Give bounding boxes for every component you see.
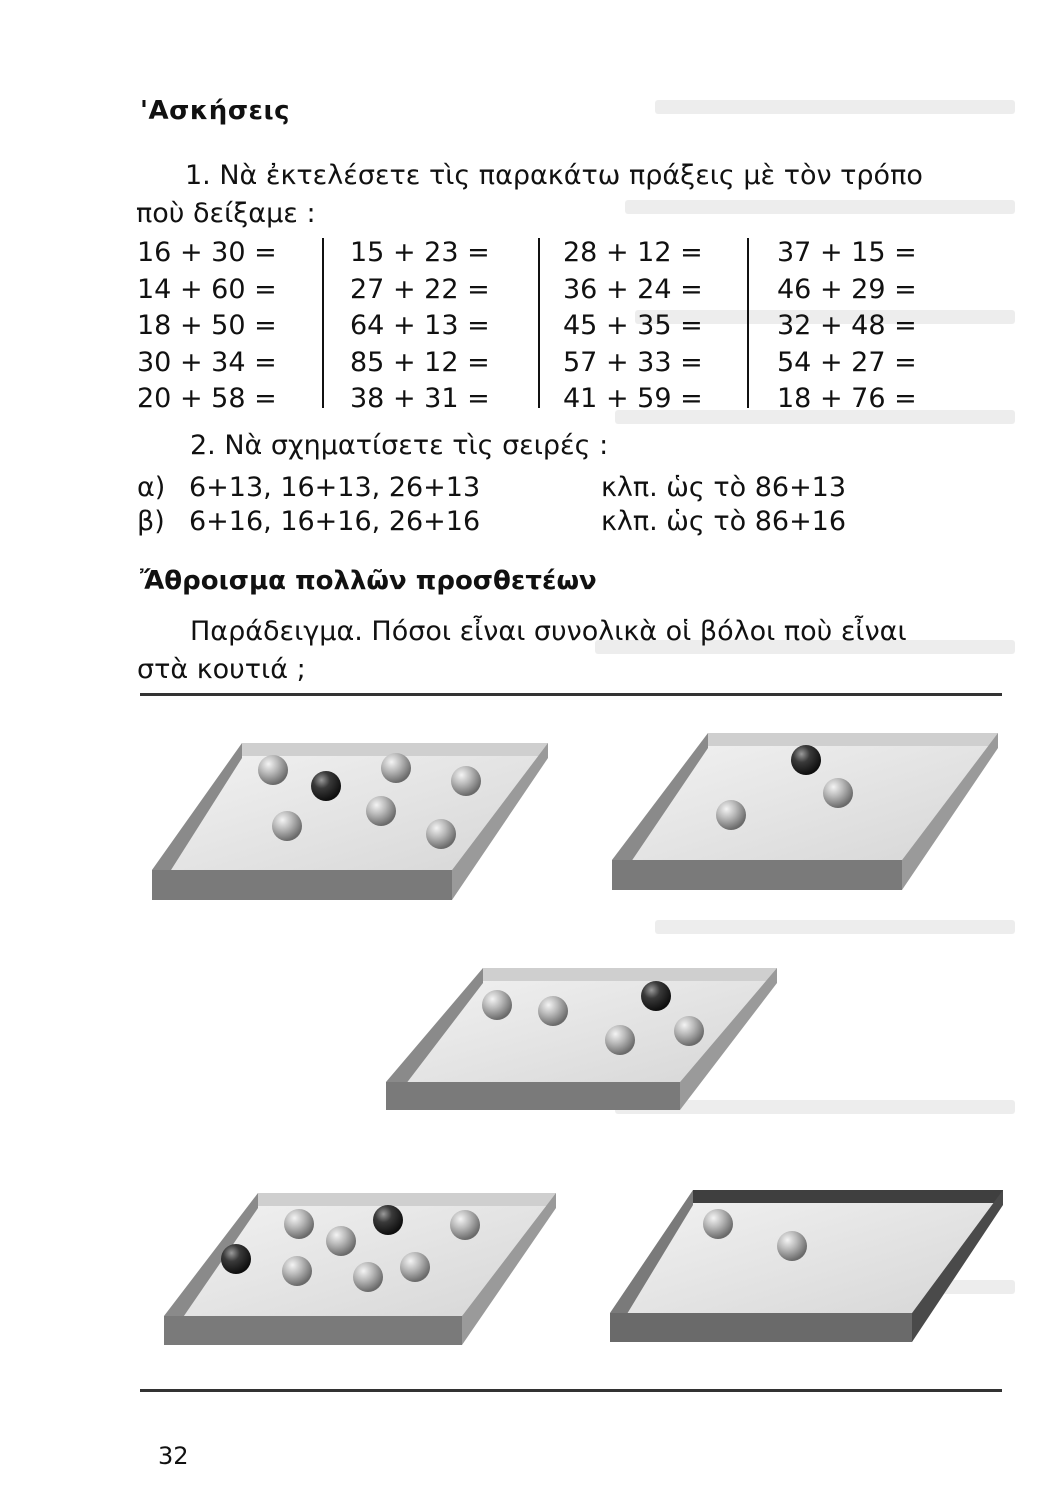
box-back-wall	[693, 1190, 1003, 1203]
box-front-wall	[612, 860, 902, 890]
sum-item: 64 + 13 =	[350, 310, 490, 341]
box-back-wall	[708, 733, 998, 746]
sum-item: 41 + 59 =	[563, 383, 703, 414]
dark-marble	[311, 771, 341, 801]
sum-item: 46 + 29 =	[777, 273, 917, 305]
marble-box-4	[164, 1193, 556, 1345]
light-marble	[451, 766, 481, 796]
light-marble	[482, 990, 512, 1020]
sum-item: 27 + 22 =	[350, 273, 490, 305]
marble-box-5	[610, 1190, 1003, 1342]
sum-item: 18 + 76 =	[777, 383, 917, 414]
light-marble	[353, 1262, 383, 1292]
sum-item: 32 + 48 =	[777, 310, 917, 341]
exercises-heading: 'Ασκήσεις	[140, 96, 291, 126]
light-marble	[272, 811, 302, 841]
bottom-rule	[140, 1389, 1002, 1392]
sum-item: 15 + 23 =	[350, 237, 490, 268]
sum-item: 30 + 34 =	[137, 346, 277, 378]
sum-item: 28 + 12 =	[563, 237, 703, 268]
series-items: 6+13, 16+13, 26+13	[189, 472, 481, 503]
light-marble	[716, 800, 746, 830]
example-text: Παράδειγμα. Πόσοι εἶναι συνολικὰ οἱ βόλοι ποὺ εἶναι	[190, 616, 907, 647]
sum-item: 16 + 30 =	[137, 237, 277, 268]
series-label: α)	[137, 472, 166, 503]
example-text-cont: στὰ κουτιά ;	[137, 654, 306, 685]
box-front-wall	[610, 1313, 912, 1342]
sum-item: 37 + 15 =	[777, 237, 917, 268]
box-front-wall	[152, 870, 452, 900]
sum-item: 20 + 58 =	[137, 383, 277, 414]
light-marble	[282, 1256, 312, 1286]
series-end: κλπ. ὡς τὸ 86+16	[601, 506, 847, 537]
box-front-wall	[386, 1082, 680, 1110]
box-front-wall	[164, 1316, 462, 1345]
box-back-wall	[483, 968, 777, 981]
sum-item: 14 + 60 =	[137, 273, 277, 305]
light-marble	[777, 1231, 807, 1261]
light-marble	[450, 1210, 480, 1240]
sum-item: 38 + 31 =	[350, 383, 490, 414]
dark-marble	[641, 981, 671, 1011]
light-marble	[538, 996, 568, 1026]
light-marble	[674, 1016, 704, 1046]
sum-item: 85 + 12 =	[350, 346, 490, 378]
sum-of-many-heading: Ἄθροισμα πολλῶν προσθετέων	[140, 566, 597, 596]
light-marble	[258, 755, 288, 785]
sum-item: 18 + 50 =	[137, 310, 277, 341]
light-marble	[400, 1252, 430, 1282]
series-label: β)	[137, 506, 165, 537]
light-marble	[823, 778, 853, 808]
sum-item: 54 + 27 =	[777, 346, 917, 378]
box-floor	[152, 743, 548, 870]
page-number: 32	[158, 1442, 189, 1470]
sum-item: 36 + 24 =	[563, 273, 703, 305]
marble-box-3	[386, 968, 777, 1110]
dark-marble	[373, 1205, 403, 1235]
light-marble	[426, 819, 456, 849]
light-marble	[605, 1025, 635, 1055]
box-back-wall	[258, 1193, 556, 1206]
marble-box-2	[612, 733, 998, 890]
sum-item: 57 + 33 =	[563, 346, 703, 378]
light-marble	[703, 1209, 733, 1239]
marble-box-1	[152, 743, 548, 900]
light-marble	[366, 796, 396, 826]
light-marble	[326, 1226, 356, 1256]
light-marble	[284, 1209, 314, 1239]
exercise-1-text: 1. Νὰ ἐκτελέσετε τὶς παρακάτω πράξεις μὲ τὸν τρόπο	[185, 160, 923, 191]
box-floor	[610, 1190, 1003, 1313]
exercise-1-text-cont: ποὺ δείξαμε :	[136, 198, 316, 229]
dark-marble	[791, 745, 821, 775]
dark-marble	[221, 1244, 251, 1274]
series-items: 6+16, 16+16, 26+16	[189, 506, 481, 537]
series-end: κλπ. ὡς τὸ 86+13	[601, 472, 847, 503]
exercise-2-text: 2. Νὰ σχηματίσετε τὶς σειρές :	[190, 430, 609, 461]
light-marble	[381, 753, 411, 783]
sum-item: 45 + 35 =	[563, 310, 703, 341]
